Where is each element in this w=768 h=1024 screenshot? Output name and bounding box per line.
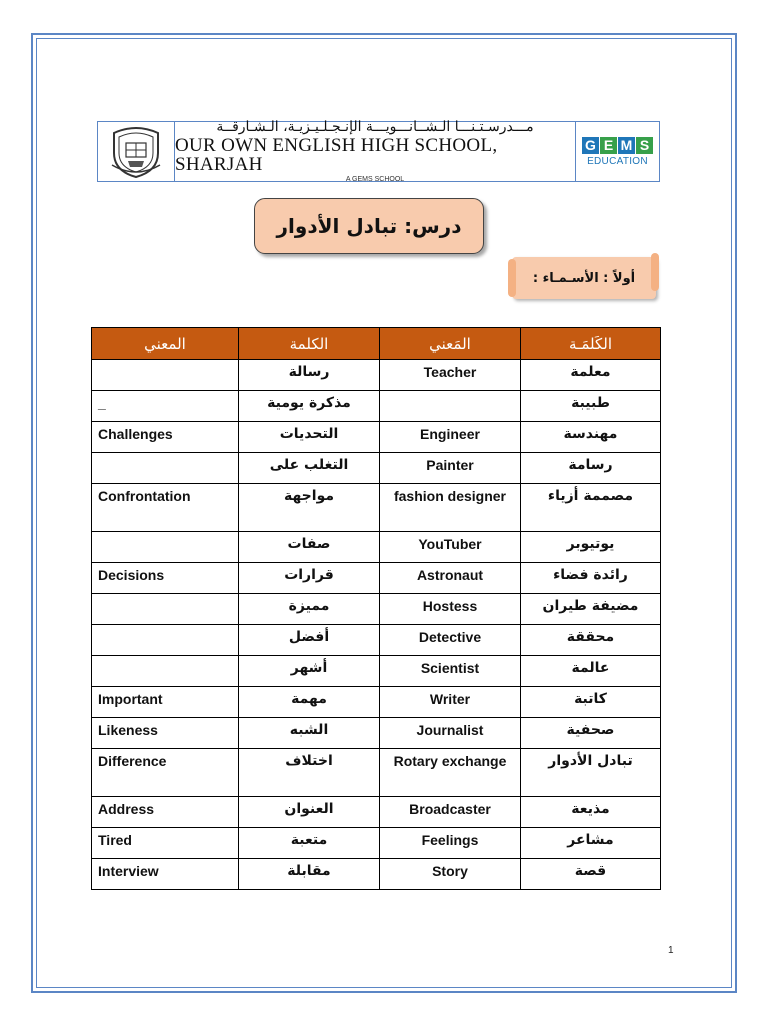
cell-word-1: كاتبة [521, 687, 661, 718]
cell-meaning-2 [92, 532, 239, 563]
section-heading-scroll [512, 257, 656, 299]
table-row [92, 749, 661, 797]
header-word-1: الكَلمَـة [521, 328, 661, 360]
cell-word-2: اختلاف [239, 749, 380, 797]
cell-word-1: تبادل الأدوار [521, 749, 661, 797]
header-word-2: الكلمة [239, 328, 380, 360]
cell-word-1: مذيعة [521, 797, 661, 828]
cell-meaning-1: Scientist [380, 656, 521, 687]
cell-meaning-1 [380, 391, 521, 422]
table-body [92, 360, 661, 890]
header-meaning-1: المَعني [380, 328, 521, 360]
cell-word-2: التحديات [239, 422, 380, 453]
school-header-banner [97, 121, 660, 182]
cell-meaning-1: Writer [380, 687, 521, 718]
gems-letter: E [600, 137, 617, 154]
cell-word-2: أشهر [239, 656, 380, 687]
page-number: 1 [668, 945, 674, 956]
cell-word-1: صحفية [521, 718, 661, 749]
cell-word-2: مذكرة يومية [239, 391, 380, 422]
school-crest-logo [98, 122, 175, 181]
cell-word-1: معلمة [521, 360, 661, 391]
cell-meaning-2: _ [92, 391, 239, 422]
cell-word-2: رسالة [239, 360, 380, 391]
header-meaning-2: المعني [92, 328, 239, 360]
table-row [92, 594, 661, 625]
table-row [92, 828, 661, 859]
cell-word-1: مشاعر [521, 828, 661, 859]
section-heading-text: أولاً : الأسـمـاء : [532, 270, 636, 286]
table-header-row [92, 328, 661, 360]
school-subtitle: A GEMS SCHOOL [345, 176, 405, 183]
cell-word-1: مهندسة [521, 422, 661, 453]
cell-meaning-2 [92, 453, 239, 484]
school-name-block [175, 119, 576, 183]
cell-meaning-2: Important [92, 687, 239, 718]
cell-meaning-1: Hostess [380, 594, 521, 625]
cell-meaning-1: Teacher [380, 360, 521, 391]
gems-logo-letters [582, 137, 653, 154]
table-row [92, 797, 661, 828]
gems-letter: S [636, 137, 653, 154]
cell-word-1: رسامة [521, 453, 661, 484]
gems-education-text: EDUCATION [587, 155, 648, 167]
table-row [92, 656, 661, 687]
gems-education-logo [576, 122, 659, 181]
cell-meaning-1: fashion designer [380, 484, 521, 532]
school-name-arabic: مـــدرسـتـنـــا الـشــانـــويـــة الإنـجـلـيـزيـة، الـشـارقــة [216, 119, 534, 135]
cell-meaning-1: Rotary exchange [380, 749, 521, 797]
cell-word-1: عالمة [521, 656, 661, 687]
cell-word-2: مقابلة [239, 859, 380, 890]
cell-meaning-2: Confrontation [92, 484, 239, 532]
table-row [92, 422, 661, 453]
table-row [92, 859, 661, 890]
vocabulary-table [91, 327, 661, 890]
cell-word-1: رائدة فضاء [521, 563, 661, 594]
cell-meaning-2 [92, 656, 239, 687]
cell-word-2: مهمة [239, 687, 380, 718]
cell-meaning-1: Feelings [380, 828, 521, 859]
cell-meaning-1: Painter [380, 453, 521, 484]
cell-meaning-2 [92, 360, 239, 391]
cell-meaning-1: Detective [380, 625, 521, 656]
table-row [92, 391, 661, 422]
cell-meaning-2: Interview [92, 859, 239, 890]
table-row [92, 453, 661, 484]
table-row [92, 532, 661, 563]
lesson-title: درس: تبادل الأدوار [254, 198, 484, 254]
cell-word-2: قرارات [239, 563, 380, 594]
cell-word-1: محققة [521, 625, 661, 656]
table-row [92, 718, 661, 749]
cell-meaning-2: Decisions [92, 563, 239, 594]
cell-meaning-2: Likeness [92, 718, 239, 749]
cell-meaning-2 [92, 625, 239, 656]
cell-meaning-2: Difference [92, 749, 239, 797]
cell-meaning-2 [92, 594, 239, 625]
cell-word-2: مميزة [239, 594, 380, 625]
table-row [92, 687, 661, 718]
cell-meaning-2: Challenges [92, 422, 239, 453]
cell-word-1: مصممة أزياء [521, 484, 661, 532]
cell-word-1: قصة [521, 859, 661, 890]
cell-word-1: طبيبة [521, 391, 661, 422]
table-row [92, 484, 661, 532]
table-row [92, 360, 661, 391]
cell-word-2: العنوان [239, 797, 380, 828]
cell-meaning-2: Address [92, 797, 239, 828]
gems-letter: M [618, 137, 635, 154]
cell-meaning-1: Broadcaster [380, 797, 521, 828]
cell-meaning-1: YouTuber [380, 532, 521, 563]
cell-word-2: متعبة [239, 828, 380, 859]
cell-word-2: الشبه [239, 718, 380, 749]
cell-word-2: أفضل [239, 625, 380, 656]
cell-word-1: مضيفة طيران [521, 594, 661, 625]
cell-word-1: يوتيوبر [521, 532, 661, 563]
cell-meaning-1: Journalist [380, 718, 521, 749]
table-row [92, 563, 661, 594]
cell-meaning-2: Tired [92, 828, 239, 859]
cell-word-2: مواجهة [239, 484, 380, 532]
gems-letter: G [582, 137, 599, 154]
cell-meaning-1: Story [380, 859, 521, 890]
cell-meaning-1: Engineer [380, 422, 521, 453]
cell-word-2: صفات [239, 532, 380, 563]
table-row [92, 625, 661, 656]
school-name-english: OUR OWN ENGLISH HIGH SCHOOL, SHARJAH [175, 135, 498, 175]
cell-word-2: التغلب على [239, 453, 380, 484]
cell-meaning-1: Astronaut [380, 563, 521, 594]
